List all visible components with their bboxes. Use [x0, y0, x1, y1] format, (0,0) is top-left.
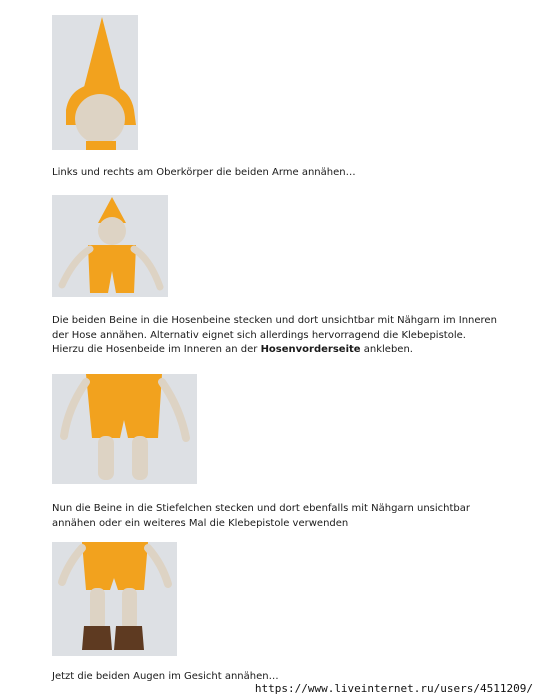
instructions-boots-line-1: Nun die Beine in die Stiefelchen stecken und dort ebenfalls mit Nähgarn unsichtbar — [52, 503, 471, 514]
instructions-boots — [52, 502, 470, 531]
photo-legs-with-boots — [52, 542, 177, 656]
watermark-url: https://www.liveinternet.ru/users/4511209/ — [254, 682, 533, 695]
caption-eyes: Jetzt die beiden Augen im Gesicht annähen… — [52, 671, 279, 682]
photo-head-with-hat — [52, 15, 138, 150]
photo-doll-with-arms — [52, 195, 168, 297]
photo-legs-in-shorts — [52, 374, 197, 484]
instructions-boots-line-2: annähen oder ein weiteres Mal die Klebepistole verwenden — [52, 517, 349, 529]
instructions-legs — [52, 314, 497, 358]
instructions-legs-line-2: der Hose annähen. Alternativ eignet sich allerdings hervorragend die Klebepistole. — [52, 329, 466, 341]
hosenvorderseite-bold: Hosenvorderseite — [260, 344, 361, 355]
caption-arms: Links und rechts am Oberkörper die beiden Arme annähen… — [52, 167, 356, 178]
line3-text-after: ankleben. — [360, 344, 413, 355]
instructions-legs-line-3 — [52, 343, 497, 358]
line3-text-before: Hierzu die Hosenbeide im Inneren an der — [52, 344, 261, 355]
instructions-legs-line-1: Die beiden Beine in die Hosenbeine stecken und dort unsichtbar mit Nähgarn im Inneren — [52, 315, 497, 326]
